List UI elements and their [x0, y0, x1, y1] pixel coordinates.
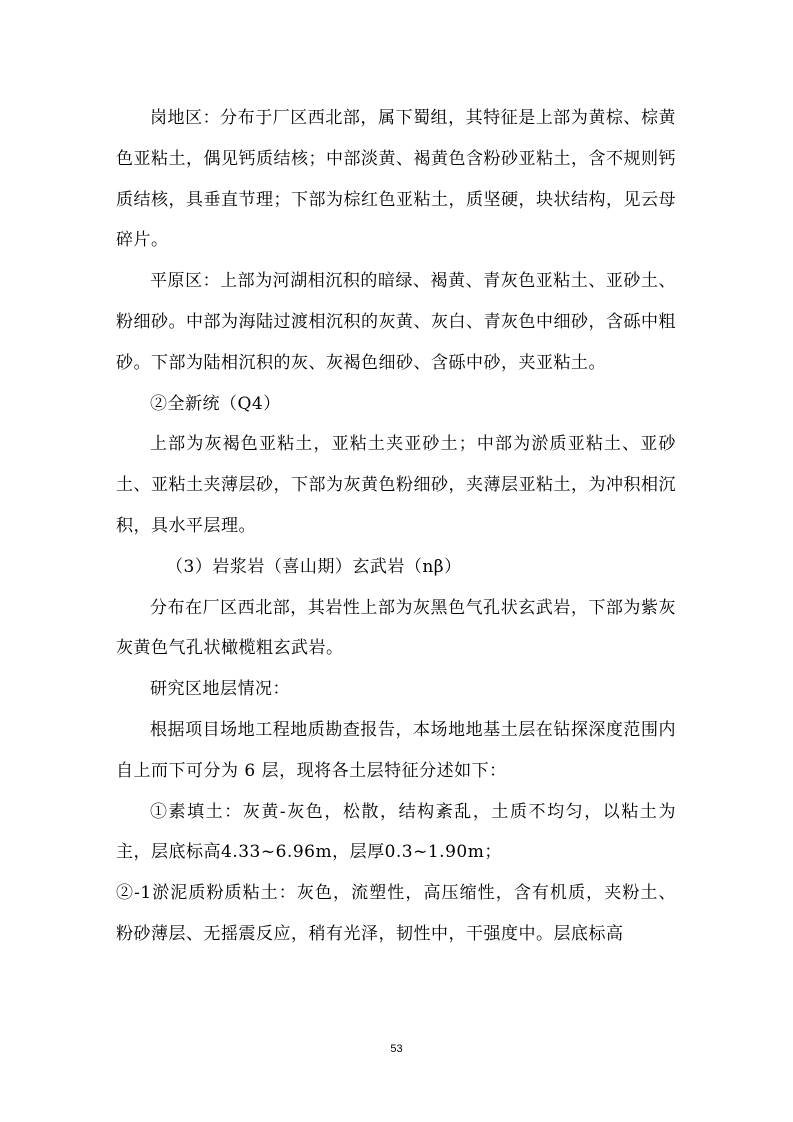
paragraph-layer-1-fill: ①素填土：灰黄-灰色，松散，结构紊乱，土质不均匀，以粘土为主，层底标高4.33~6.96m，层厚0.3~1.90m；	[116, 801, 676, 863]
paragraph-holocene: 上部为灰褐色亚粘土，亚粘土夹亚砂土；中部为淤质亚粘土、亚砂土、亚粘土夹薄层砂，下部为灰黄色粉细砂，夹薄层亚粘土，为冲积相沉积，具水平层理。	[116, 434, 676, 536]
paragraph-hill-area: 岗地区：分布于厂区西北部，属下蜀组，其特征是上部为黄棕、棕黄色亚粘土，偶见钙质结核；中部淡黄、褐黄色含粉砂亚粘土，含不规则钙质结核，具垂直节理；下部为棕红色亚粘土，质坚硬，块状结构，见云母碎片。	[116, 108, 676, 251]
paragraph-layer-2-1-silty-clay: ②-1淤泥质粉质粘土：灰色，流塑性，高压缩性，含有机质，夹粉土、粉砂薄层、无摇震反应，稍有光泽，韧性中，干强度中。层底标高	[116, 883, 676, 944]
body-text	[116, 98, 676, 955]
heading-study-area-strata: 研究区地层情况：	[150, 679, 290, 700]
paragraph-survey-report: 根据项目场地工程地质勘查报告，本场地地基土层在钻探深度范围内自上而下可分为 6 层，现将各土层特征分述如下：	[116, 719, 676, 781]
page-number: 53	[390, 1043, 403, 1055]
heading-magmatic-rock: （3）岩浆岩（喜山期）玄武岩（nβ）	[166, 556, 462, 577]
paragraph-basalt: 分布在厂区西北部，其岩性上部为灰黑色气孔状玄武岩，下部为紫灰灰黄色气孔状橄榄粗玄武岩。	[116, 597, 676, 659]
heading-holocene: ②全新统（Q4）	[150, 393, 281, 414]
paragraph-plain-area: 平原区：上部为河湖相沉积的暗绿、褐黄、青灰色亚粘土、亚砂土、粉细砂。中部为海陆过渡相沉积的灰黄、灰白、青灰色中细砂，含砾中粗砂。下部为陆相沉积的灰、灰褐色细砂、含砾中砂，夹亚粘土。	[116, 271, 676, 373]
